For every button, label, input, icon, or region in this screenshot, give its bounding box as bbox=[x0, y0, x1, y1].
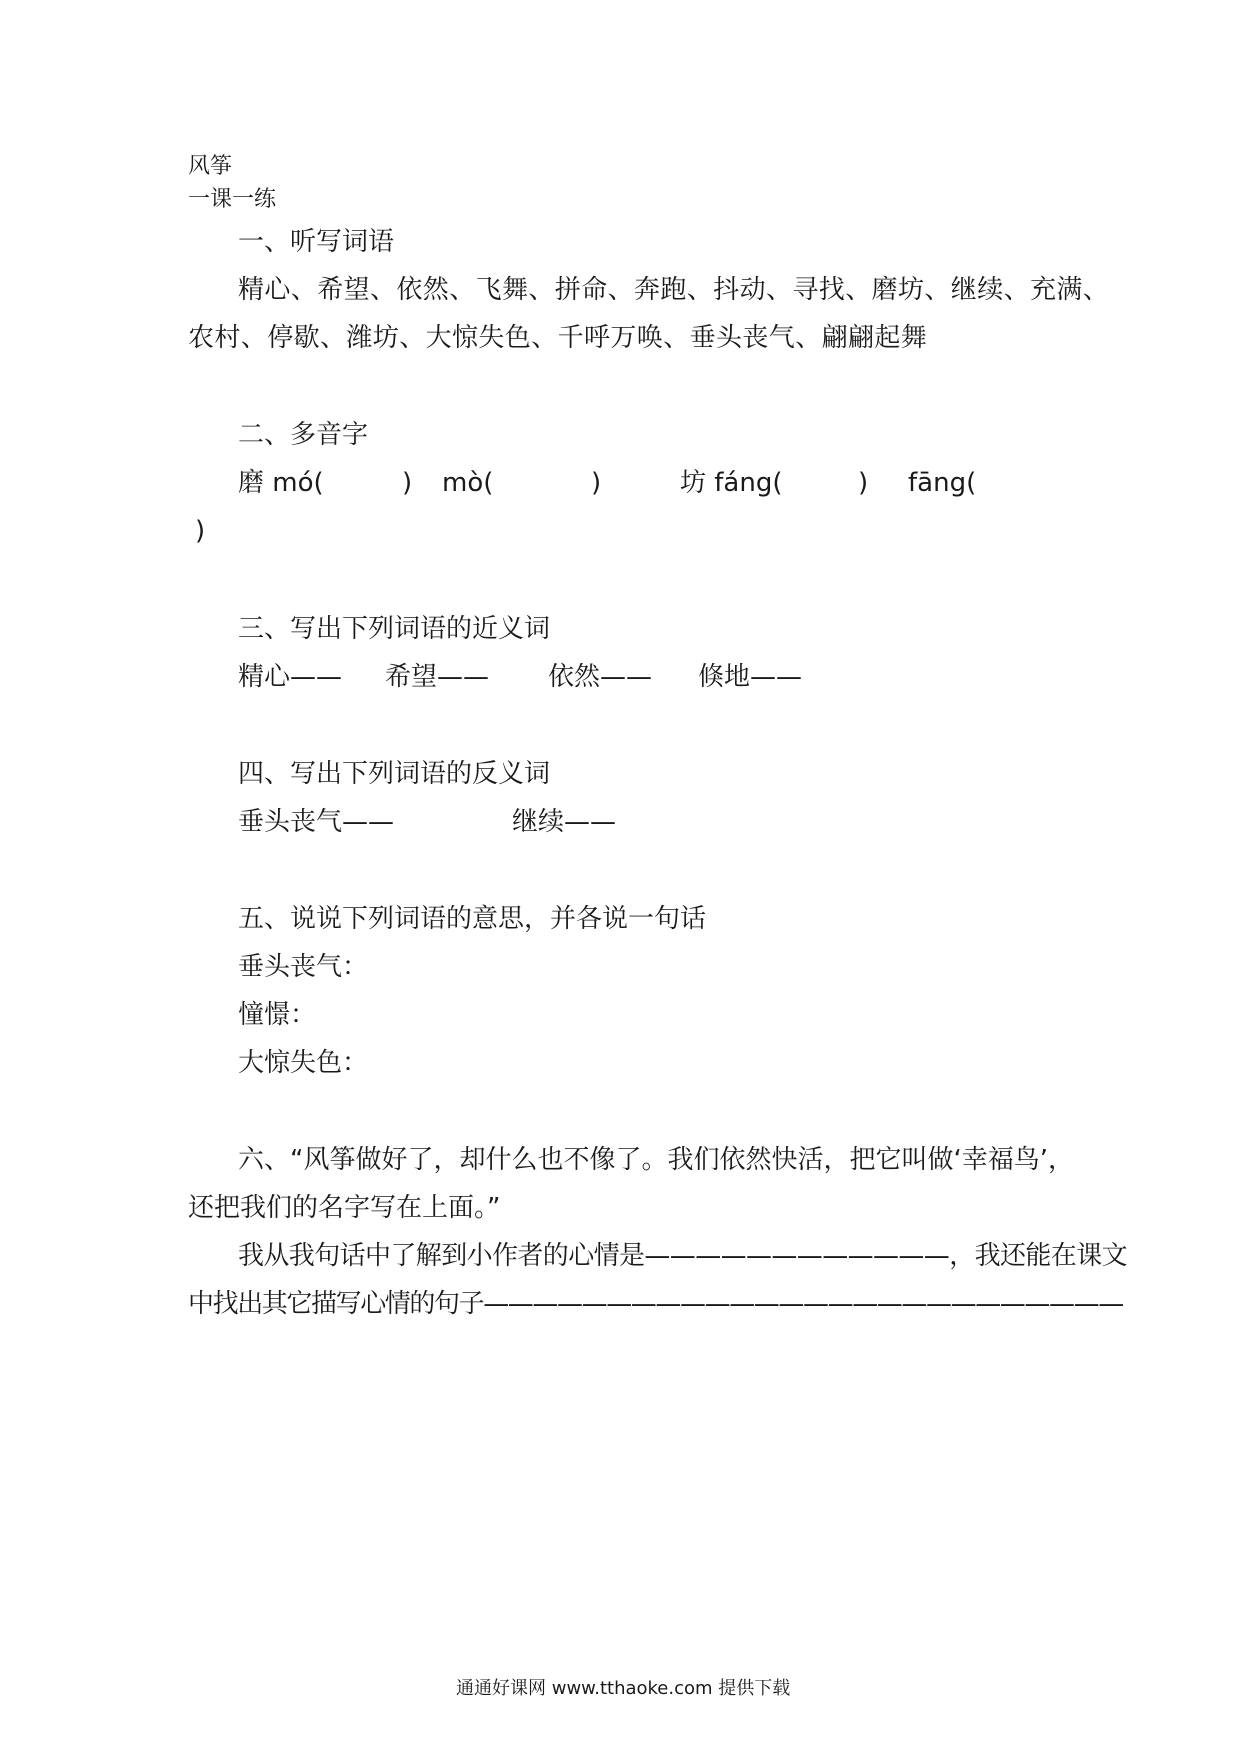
section-3-heading: 三、写出下列词语的近义词 bbox=[238, 614, 551, 644]
meaning-item: 垂头丧气： bbox=[238, 952, 369, 982]
section-6-quote-line-1: 六、“风筝做好了，却什么也不像了。我们依然快活，把它叫做‘幸福鸟’， bbox=[238, 1145, 1074, 1175]
synonym-item: 精心—— bbox=[238, 662, 343, 692]
antonym-item: 垂头丧气—— bbox=[238, 807, 395, 837]
meaning-item: 憧憬： bbox=[238, 1000, 317, 1030]
synonym-item: 希望—— bbox=[385, 662, 490, 692]
section-6-question-line-1: 我从我句话中了解到小作者的心情是————————————，我还能在课文 bbox=[238, 1241, 1128, 1271]
polyphone-item: fāng( bbox=[908, 468, 977, 498]
section-6-question-line-2: 中找出其它描写心情的句子—————————————————————————— bbox=[188, 1289, 1123, 1319]
polyphone-wrap: ) bbox=[195, 516, 206, 546]
polyphone-item: ) bbox=[858, 468, 869, 498]
section-1-words-line-1: 精心、希望、依然、飞舞、拼命、奔跑、抖动、寻找、磨坊、继续、充满、 bbox=[238, 275, 1110, 305]
polyphone-item: mò( bbox=[442, 468, 494, 498]
section-5-heading: 五、说说下列词语的意思，并各说一句话 bbox=[238, 904, 707, 934]
section-2-heading: 二、多音字 bbox=[238, 420, 369, 450]
meaning-item: 大惊失色： bbox=[238, 1048, 369, 1078]
section-1-words-line-2: 农村、停歇、潍坊、大惊失色、千呼万唤、垂头丧气、翩翩起舞 bbox=[188, 323, 928, 353]
section-6-quote-line-2: 还把我们的名字写在上面。” bbox=[188, 1193, 501, 1223]
synonym-item: 依然—— bbox=[548, 662, 653, 692]
footer-credit: 通通好课网 www.tthaoke.com 提供下载 bbox=[456, 1678, 791, 1699]
polyphone-item: 坊 fáng( bbox=[680, 468, 783, 498]
antonym-item: 继续—— bbox=[512, 807, 617, 837]
document-title: 风筝 bbox=[188, 154, 233, 179]
polyphone-item: ) bbox=[591, 468, 602, 498]
section-4-heading: 四、写出下列词语的反义词 bbox=[238, 759, 551, 789]
section-1-heading: 一、听写词语 bbox=[238, 227, 395, 257]
polyphone-item: 磨 mó( bbox=[238, 468, 324, 498]
polyphone-item: ) bbox=[402, 468, 413, 498]
document-subtitle: 一课一练 bbox=[188, 187, 277, 212]
synonym-item: 倏地—— bbox=[698, 662, 803, 692]
